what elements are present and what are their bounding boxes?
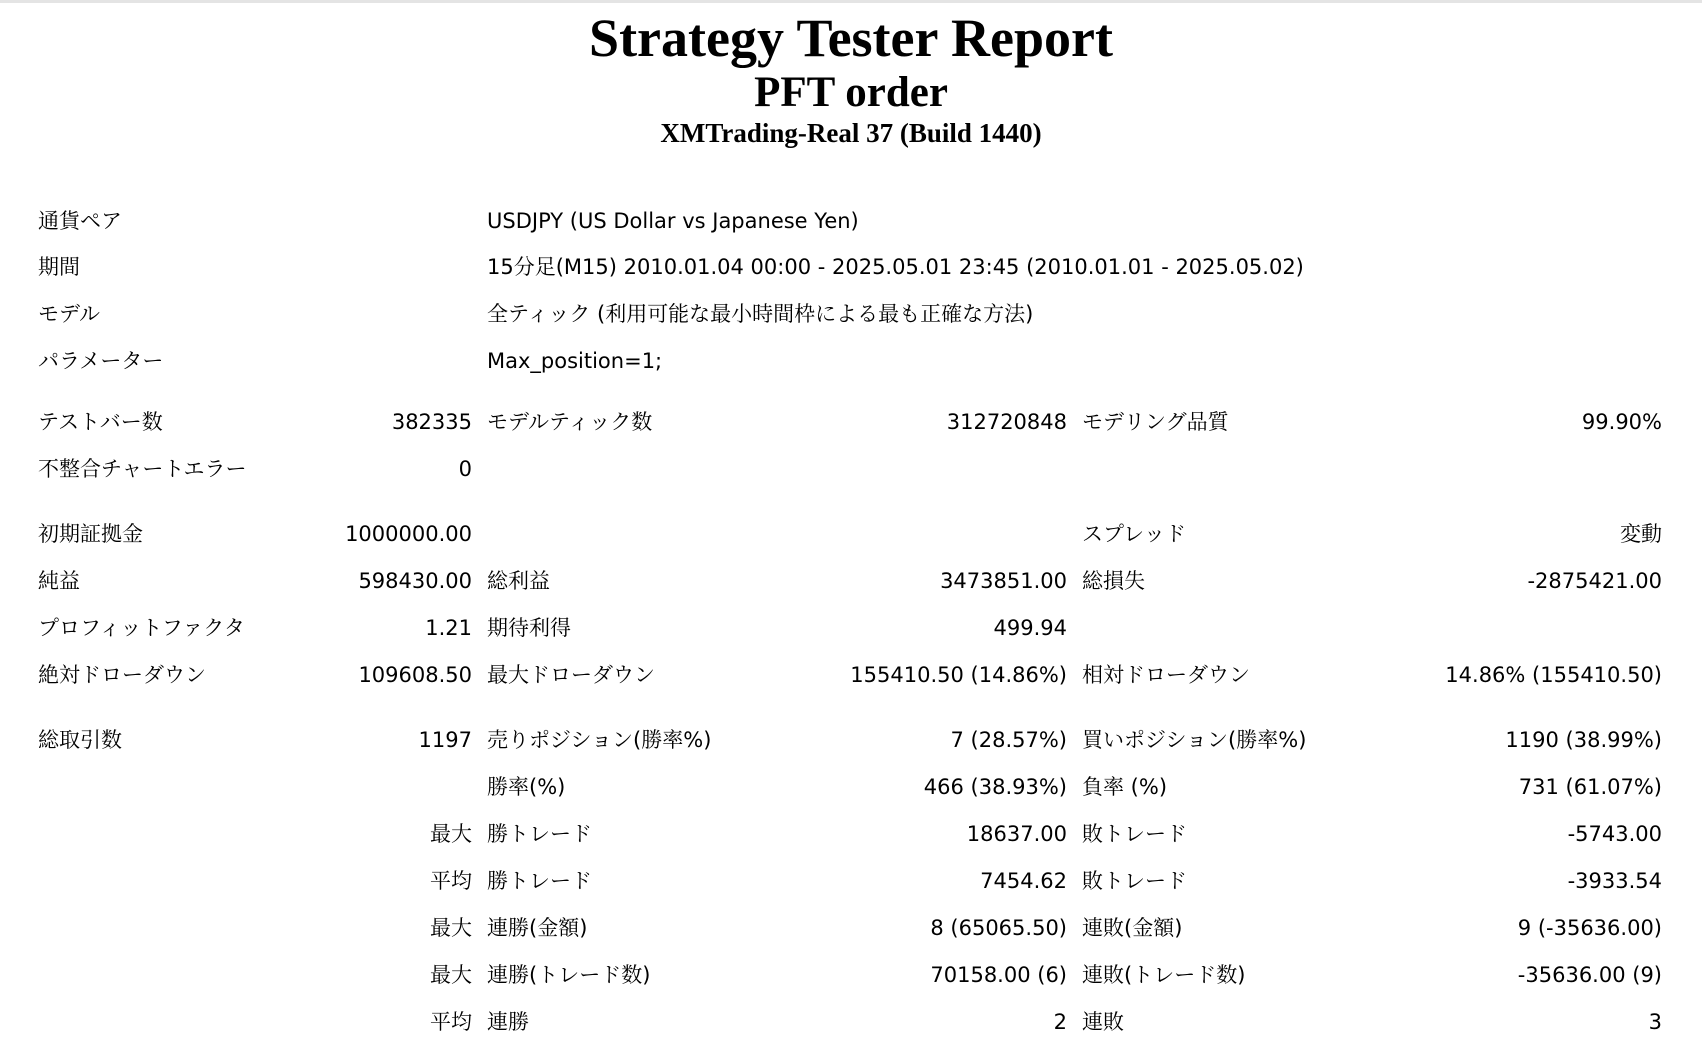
win-rate-value: 466 (38.93%): [923, 775, 1067, 799]
short-positions-value: 7 (28.57%): [950, 728, 1067, 752]
loss-rate-label: 負率 (%): [1082, 775, 1168, 799]
row-net-profit: [0, 561, 1702, 601]
row-win-rate: [0, 767, 1702, 807]
short-positions-label: 売りポジション(勝率%): [487, 728, 712, 752]
symbol-value: USDJPY (US Dollar vs Japanese Yen): [487, 209, 859, 233]
consecutive-wins-money-value: 8 (65065.50): [930, 916, 1067, 940]
average-consecutive-wins-label: 連勝: [487, 1010, 529, 1034]
bars-label: テストバー数: [38, 410, 163, 434]
maximal-drawdown-value: 155410.50 (14.86%): [850, 663, 1067, 687]
largest-label: 最大: [430, 822, 472, 846]
absolute-drawdown-value: 109608.50: [358, 663, 472, 687]
consecutive-losses-money-value: 9 (-35636.00): [1517, 916, 1662, 940]
average-win-label: 勝トレード: [487, 869, 592, 893]
row-model: [0, 294, 1702, 334]
loss-rate-value: 731 (61.07%): [1518, 775, 1662, 799]
gross-loss-value: -2875421.00: [1527, 569, 1662, 593]
total-trades-value: 1197: [418, 728, 472, 752]
quality-label: モデリング品質: [1082, 410, 1229, 434]
absolute-drawdown-label: 絶対ドローダウン: [38, 663, 206, 687]
total-trades-label: 総取引数: [38, 728, 122, 752]
server-build: XMTrading-Real 37 (Build 1440): [660, 118, 1042, 148]
row-consecutive-money: [0, 908, 1702, 948]
row-bars: [0, 402, 1702, 442]
average-label: 平均: [430, 869, 472, 893]
row-average-consecutive: [0, 1002, 1702, 1042]
largest-win-value: 18637.00: [966, 822, 1067, 846]
expected-payoff-label: 期待利得: [487, 616, 571, 640]
consecutive-wins-money-label: 連勝(金額): [487, 916, 588, 940]
row-largest-trade: [0, 814, 1702, 854]
consecutive-loss-value: -35636.00 (9): [1517, 963, 1662, 987]
quality-value: 99.90%: [1581, 410, 1662, 434]
profit-factor-value: 1.21: [425, 616, 472, 640]
row-deposit: [0, 514, 1702, 554]
expected-payoff-value: 499.94: [993, 616, 1067, 640]
average-consecutive-label: 平均: [430, 1010, 472, 1034]
row-parameters: [0, 341, 1702, 381]
average-loss-value: -3933.54: [1567, 869, 1662, 893]
net-profit-label: 純益: [38, 569, 80, 593]
maximal-label: 最大: [430, 963, 472, 987]
row-consecutive-count: [0, 955, 1702, 995]
row-symbol: [0, 201, 1702, 241]
errors-value: 0: [458, 457, 472, 481]
average-win-value: 7454.62: [980, 869, 1067, 893]
consecutive-profit-value: 70158.00 (6): [930, 963, 1067, 987]
gross-profit-value: 3473851.00: [940, 569, 1067, 593]
spread-value: 変動: [1620, 522, 1662, 546]
symbol-label: 通貨ペア: [38, 209, 122, 233]
ticks-value: 312720848: [946, 410, 1067, 434]
errors-label: 不整合チャートエラー: [38, 457, 247, 481]
model-label: モデル: [38, 302, 100, 326]
row-average-trade: [0, 861, 1702, 901]
consecutive-losses-money-label: 連敗(金額): [1082, 916, 1183, 940]
profit-factor-label: プロフィットファクタ: [38, 616, 245, 640]
ticks-label: モデルティック数: [487, 410, 653, 434]
bars-value: 382335: [391, 410, 472, 434]
long-positions-value: 1190 (38.99%): [1505, 728, 1662, 752]
largest-loss-value: -5743.00: [1567, 822, 1662, 846]
period-label: 期間: [38, 255, 80, 279]
maximum-label: 最大: [430, 916, 472, 940]
row-errors: [0, 449, 1702, 489]
gross-loss-label: 総損失: [1082, 569, 1145, 593]
row-period: [0, 247, 1702, 287]
consecutive-profit-label: 連勝(トレード数): [487, 963, 651, 987]
net-profit-value: 598430.00: [358, 569, 472, 593]
deposit-value: 1000000.00: [345, 522, 472, 546]
largest-win-label: 勝トレード: [487, 822, 592, 846]
relative-drawdown-label: 相対ドローダウン: [1082, 663, 1250, 687]
row-total-trades: [0, 720, 1702, 760]
relative-drawdown-value: 14.86% (155410.50): [1445, 663, 1662, 687]
largest-loss-label: 敗トレード: [1082, 822, 1187, 846]
model-value: 全ティック (利用可能な最小時間枠による最も正確な方法): [487, 302, 1034, 326]
average-loss-label: 敗トレード: [1082, 869, 1187, 893]
period-value: 15分足(M15) 2010.01.04 00:00 - 2025.05.01 23:45 (2010.01.01 - 2025.05.02): [487, 255, 1304, 279]
expert-name: PFT order: [754, 69, 948, 116]
spread-label: スプレッド: [1082, 522, 1186, 546]
long-positions-label: 買いポジション(勝率%): [1082, 728, 1307, 752]
parameters-value: Max_position=1;: [487, 349, 663, 373]
deposit-label: 初期証拠金: [38, 522, 143, 546]
average-consecutive-losses-value: 3: [1648, 1010, 1662, 1034]
consecutive-loss-label: 連敗(トレード数): [1082, 963, 1246, 987]
row-profit-factor: [0, 608, 1702, 648]
average-consecutive-losses-label: 連敗: [1082, 1010, 1124, 1034]
win-rate-label: 勝率(%): [487, 775, 566, 799]
gross-profit-label: 総利益: [487, 569, 550, 593]
average-consecutive-wins-value: 2: [1053, 1010, 1067, 1034]
report-title: Strategy Tester Report: [589, 8, 1113, 68]
row-drawdown: [0, 655, 1702, 695]
parameters-label: パラメーター: [38, 349, 164, 373]
top-border: [0, 0, 1702, 3]
maximal-drawdown-label: 最大ドローダウン: [487, 663, 655, 687]
